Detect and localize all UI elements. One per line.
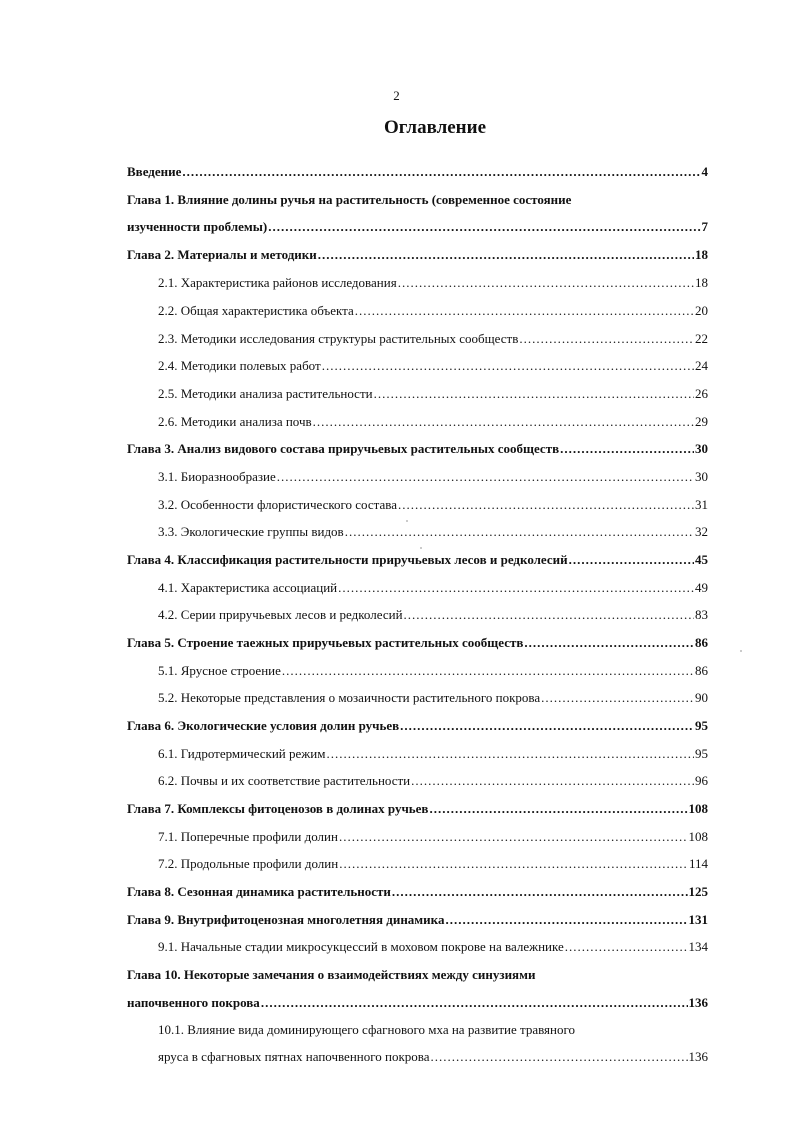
toc-entry-page: 31 [695, 497, 708, 512]
toc-entry-title: Глава 2. Материалы и методики [127, 247, 317, 262]
toc-entry-chapter-1[interactable] [127, 219, 708, 235]
toc-entry-section-2-1[interactable] [158, 275, 708, 291]
toc-entry-title: Введение [127, 164, 182, 179]
toc-entry-title: Глава 3. Анализ видового состава приручьевых растительных сообществ [127, 441, 560, 456]
dot-leader [339, 829, 688, 845]
toc-entry-introduction[interactable] [127, 164, 708, 180]
toc-entry-section-3-2[interactable] [158, 497, 708, 513]
toc-entry-title: 2.2. Общая характеристика объекта [158, 303, 354, 318]
toc-entry-page: 108 [688, 801, 708, 816]
toc-entry-page: 86 [695, 635, 708, 650]
toc-entry-section-2-6[interactable] [158, 414, 708, 430]
page-title: Оглавление [383, 117, 487, 138]
toc-entry-section-3-1[interactable] [158, 469, 708, 485]
dot-leader [519, 331, 694, 347]
toc-entry-page: 22 [695, 331, 708, 346]
dot-leader [398, 275, 694, 291]
toc-entry-page: 30 [695, 441, 708, 456]
dot-leader [541, 690, 694, 706]
page-number: 2 [393, 88, 400, 103]
toc-entry-title: напочвенного покрова [127, 995, 260, 1010]
toc-entry-title: 5.1. Ярусное строение [158, 663, 281, 678]
dot-leader [339, 856, 688, 872]
dot-leader [411, 773, 694, 789]
dot-leader [445, 912, 687, 928]
toc-entry-page: 125 [688, 884, 708, 899]
toc-entry-page: 96 [695, 773, 708, 788]
dot-leader [338, 580, 694, 596]
toc-entry-title: Глава 9. Внутрифитоценозная многолетняя динамика [127, 912, 445, 927]
toc-entry-section-9-1[interactable] [158, 939, 708, 955]
toc-entry-title: 3.1. Биоразнообразие [158, 469, 276, 484]
toc-entry-title: 2.1. Характеристика районов исследования [158, 275, 397, 290]
toc-entry-section-4-1[interactable] [158, 580, 708, 596]
toc-entry-page: 20 [695, 303, 708, 318]
toc-entry-section-2-4[interactable] [158, 358, 708, 374]
toc-entry-title: 2.6. Методики анализа почв [158, 414, 312, 429]
dot-leader [431, 1049, 688, 1065]
toc-entry-chapter-6[interactable] [127, 718, 708, 734]
toc-entry-page: 134 [688, 939, 708, 954]
toc-entry-section-6-2[interactable] [158, 773, 708, 789]
toc-entry-title: 4.2. Серии приручьевых лесов и редколесий [158, 607, 403, 622]
toc-entry-page: 7 [701, 219, 708, 234]
dot-leader [569, 552, 694, 568]
toc-entry-page: 30 [695, 469, 708, 484]
toc-entry-page: 32 [695, 524, 708, 539]
toc-entry-page: 95 [695, 718, 708, 733]
toc-entry-section-10-1-line1[interactable]: 10.1. Влияние вида доминирующего сфагнового мха на развитие травяного [158, 1022, 576, 1037]
toc-entry-chapter-5[interactable] [127, 635, 708, 651]
toc-entry-chapter-10[interactable] [127, 995, 708, 1011]
toc-entry-chapter-9[interactable] [127, 912, 708, 928]
dot-leader [400, 718, 694, 734]
toc-entry-page: 131 [688, 912, 708, 927]
toc-entry-title: 5.2. Некоторые представления о мозаичности растительного покрова [158, 690, 541, 705]
toc-entry-page: 29 [695, 414, 708, 429]
toc-entry-title: 9.1. Начальные стадии микросукцессий в моховом покрове на валежнике [158, 939, 564, 954]
toc-entry-title: 3.2. Особенности флористического состава [158, 497, 397, 512]
dot-leader [326, 746, 694, 762]
toc-entry-title: Глава 5. Строение таежных приручьевых растительных сообществ [127, 635, 524, 650]
toc-entry-title: изученности проблемы) [127, 219, 268, 234]
dot-leader [282, 663, 694, 679]
toc-entry-title: 7.1. Поперечные профили долин [158, 829, 338, 844]
toc-entry-title: Глава 4. Классификация растительности приручьевых лесов и редколесий [127, 552, 568, 567]
toc-entry-page: 114 [688, 856, 708, 871]
scan-speck [420, 547, 422, 549]
toc-entry-title: 2.4. Методики полевых работ [158, 358, 321, 373]
dot-leader [261, 995, 688, 1011]
toc-entry-section-2-2[interactable] [158, 303, 708, 319]
toc-entry-page: 90 [695, 690, 708, 705]
toc-entry-section-5-2[interactable] [158, 690, 708, 706]
toc-entry-page: 45 [695, 552, 708, 567]
scan-speck [740, 650, 742, 652]
toc-entry-chapter-8[interactable] [127, 884, 708, 900]
toc-entry-page: 136 [688, 1049, 708, 1064]
toc-entry-title: 2.5. Методики анализа растительности [158, 386, 373, 401]
dot-leader [429, 801, 687, 817]
toc-entry-page: 49 [695, 580, 708, 595]
toc-entry-section-2-5[interactable] [158, 386, 708, 402]
toc-entry-page: 18 [695, 247, 708, 262]
dot-leader [322, 358, 694, 374]
toc-entry-chapter-4[interactable] [127, 552, 708, 568]
toc-entry-section-3-3[interactable] [158, 524, 708, 540]
toc-entry-title: 6.1. Гидротермический режим [158, 746, 326, 761]
dot-leader [398, 497, 694, 513]
dot-leader [524, 635, 694, 651]
toc-entry-page: 24 [695, 358, 708, 373]
toc-entry-page: 136 [688, 995, 708, 1010]
toc-entry-section-7-1[interactable] [158, 829, 708, 845]
dot-leader [345, 524, 694, 540]
toc-entry-page: 95 [695, 746, 708, 761]
toc-entry-chapter-2[interactable] [127, 247, 708, 263]
dot-leader [277, 469, 694, 485]
toc-entry-title: 3.3. Экологические группы видов [158, 524, 344, 539]
toc-entry-page: 26 [695, 386, 708, 401]
toc-entry-title: 4.1. Характеристика ассоциаций [158, 580, 338, 595]
toc-entry-page: 4 [701, 164, 708, 179]
toc-entry-chapter-10-line1[interactable]: Глава 10. Некоторые замечания о взаимодействиях между синузиями [127, 967, 536, 982]
dot-leader [374, 386, 694, 402]
dot-leader [404, 607, 694, 623]
toc-entry-section-2-3[interactable] [158, 331, 708, 347]
toc-entry-section-6-1[interactable] [158, 746, 708, 762]
toc-entry-page: 86 [695, 663, 708, 678]
toc-entry-title: яруса в сфагновых пятнах напочвенного покрова [158, 1049, 430, 1064]
toc-entry-page: 83 [695, 607, 708, 622]
toc-entry-section-10-1[interactable] [158, 1049, 708, 1065]
toc-entry-title: Глава 8. Сезонная динамика растительности [127, 884, 391, 899]
toc-entry-title: 2.3. Методики исследования структуры растительных сообществ [158, 331, 519, 346]
toc-entry-chapter-7[interactable] [127, 801, 708, 817]
scan-speck [406, 520, 408, 522]
dot-leader [560, 441, 694, 457]
dot-leader [392, 884, 688, 900]
toc-entry-section-5-1[interactable] [158, 663, 708, 679]
toc-entry-section-7-2[interactable] [158, 856, 708, 872]
toc-entry-page: 108 [688, 829, 708, 844]
dot-leader [313, 414, 694, 430]
dot-leader [268, 219, 700, 235]
toc-entry-title: Глава 7. Комплексы фитоценозов в долинах ручьев [127, 801, 429, 816]
dot-leader [355, 303, 694, 319]
toc-entry-title: 7.2. Продольные профили долин [158, 856, 339, 871]
toc-entry-chapter-1-line1[interactable]: Глава 1. Влияние долины ручья на растительность (современное состояние [127, 192, 572, 207]
toc-entry-title: 6.2. Почвы и их соответствие растительности [158, 773, 411, 788]
dot-leader [565, 939, 688, 955]
dot-leader [182, 164, 700, 180]
toc-entry-page: 18 [695, 275, 708, 290]
toc-entry-title: Глава 6. Экологические условия долин ручьев [127, 718, 400, 733]
dot-leader [318, 247, 694, 263]
toc-entry-section-4-2[interactable] [158, 607, 708, 623]
toc-entry-chapter-3[interactable] [127, 441, 708, 457]
